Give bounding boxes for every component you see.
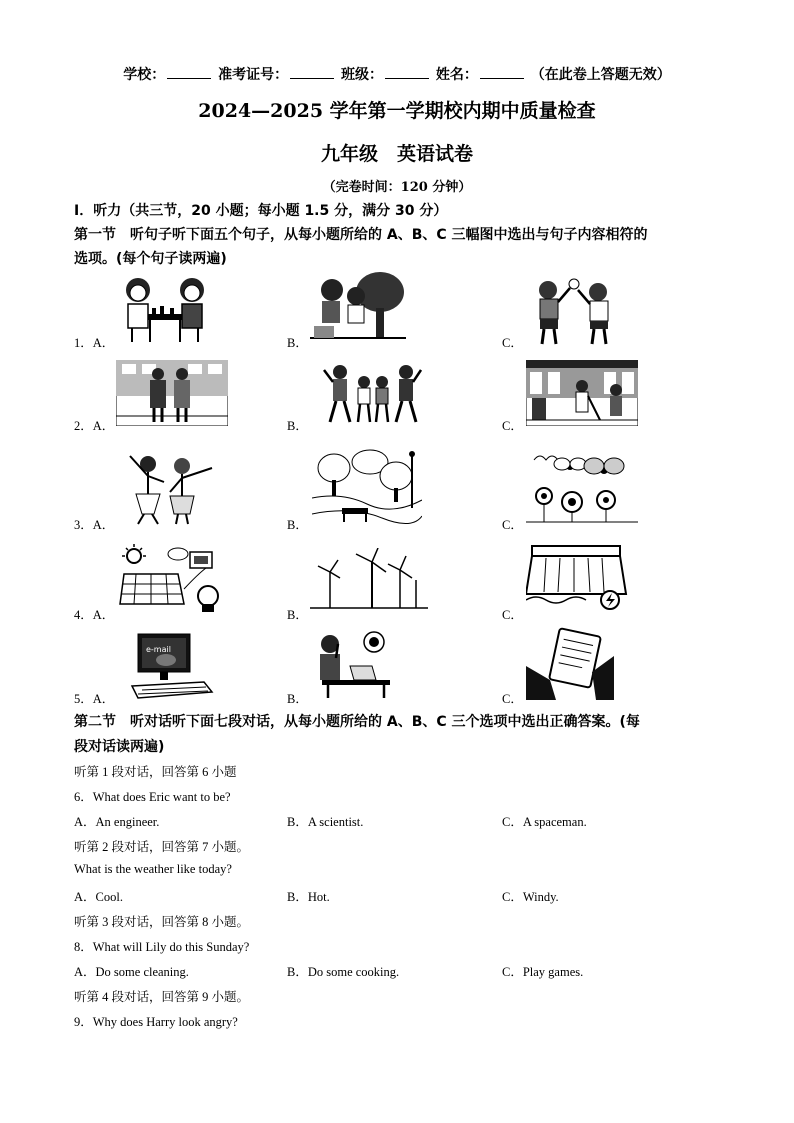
q1-option-c: C．	[502, 336, 523, 350]
name-blank[interactable]	[480, 66, 524, 79]
kids-under-tree-icon[interactable]	[310, 270, 406, 344]
q5-option-b: B．	[287, 692, 308, 706]
q2-option-c: C．	[502, 419, 523, 433]
q6-option-b[interactable]: B．A scientist.	[287, 815, 364, 829]
chess-players-icon[interactable]	[118, 272, 212, 346]
email-computer-icon[interactable]	[118, 630, 218, 700]
dialogue-1-intro: 听第 1 段对话，回答第 6 小题	[74, 765, 237, 779]
q4-option-c: C．	[502, 608, 523, 622]
q2-label: 2．A．	[74, 419, 115, 433]
section1-instruction-line1: 第一节 听句子听下面五个句子，从每小题所给的 A、B、C 三幅图中选出与句子内容相符的	[74, 227, 648, 243]
q8-option-c[interactable]: C．Play games.	[502, 965, 584, 979]
people-talking-street-icon[interactable]	[116, 360, 228, 426]
solar-panel-icon[interactable]	[118, 544, 228, 614]
exam-no-label: 准考证号：	[218, 67, 289, 83]
people-cleaning-street-icon[interactable]	[526, 360, 638, 426]
class-label: 班级：	[341, 67, 383, 83]
exam-subtitle: 九年级 英语试卷	[320, 143, 473, 165]
park-landscape-icon[interactable]	[312, 448, 422, 528]
hydropower-dam-icon[interactable]	[526, 544, 630, 610]
q3-option-b: B．	[287, 518, 308, 532]
q5-option-c: C．	[502, 692, 523, 706]
q2-option-b: B．	[287, 419, 308, 433]
flowers-butterflies-icon[interactable]	[526, 452, 638, 524]
q7-option-c[interactable]: C．Windy.	[502, 890, 559, 904]
dialogue-2-intro: 听第 2 段对话，回答第 7 小题。	[74, 840, 250, 854]
invalid-note: （在此卷上答题无效）	[530, 67, 671, 83]
q7-option-b[interactable]: B．Hot.	[287, 890, 330, 904]
part1-heading: Ⅰ．听力（共三节，20 小题；每小题 1.5 分，满分 30 分）	[74, 203, 448, 219]
class-blank[interactable]	[385, 66, 429, 79]
q8-option-b[interactable]: B．Do some cooking.	[287, 965, 400, 979]
question-8: 8．What will Lily do this Sunday?	[74, 940, 250, 954]
q1-option-b: B．	[287, 336, 308, 350]
q7-option-a[interactable]: A．Cool.	[74, 890, 123, 904]
q3-label: 3．A．	[74, 518, 115, 532]
section2-instruction-line1: 第二节 听对话听下面七段对话，从每小题所给的 A、B、C 三个选项中选出正确答案。(每	[74, 714, 640, 730]
school-label: 学校：	[123, 67, 166, 83]
exam-no-blank[interactable]	[290, 66, 334, 79]
q5-label: 5．A．	[74, 692, 115, 706]
wind-turbines-icon[interactable]	[310, 548, 428, 614]
name-label: 姓名：	[435, 67, 478, 83]
family-exercising-icon[interactable]	[322, 362, 422, 426]
girls-dancing-icon[interactable]	[118, 452, 216, 526]
q1-label: 1．A．	[74, 336, 115, 350]
dialogue-4-intro: 听第 4 段对话，回答第 9 小题。	[74, 990, 250, 1004]
q4-option-b: B．	[287, 608, 308, 622]
q6-option-c[interactable]: C．A spaceman.	[502, 815, 587, 829]
q6-option-a[interactable]: A．An engineer.	[74, 815, 160, 829]
section2-instruction-line2: 段对话读两遍)	[74, 739, 165, 755]
hands-holding-tablet-icon[interactable]	[526, 626, 614, 700]
exam-title: 2024—2025 学年第一学期校内期中质量检查	[198, 100, 596, 122]
question-9: 9．Why does Harry look angry?	[74, 1015, 238, 1029]
section1-instruction-line2: 选项。(每个句子读两遍)	[74, 251, 227, 267]
q8-option-a[interactable]: A．Do some cleaning.	[74, 965, 189, 979]
q3-option-c: C．	[502, 518, 523, 532]
email-screen-label: e-mail	[146, 645, 171, 654]
question-7: What is the weather like today?	[74, 862, 232, 876]
time-note: （完卷时间：120 分钟）	[322, 180, 472, 195]
kids-playing-ball-icon[interactable]	[526, 272, 620, 346]
question-6: 6．What does Eric want to be?	[74, 790, 231, 804]
dialogue-3-intro: 听第 3 段对话，回答第 8 小题。	[74, 915, 250, 929]
student-info-line	[0, 64, 794, 84]
school-blank[interactable]	[167, 66, 211, 79]
q4-label: 4．A．	[74, 608, 115, 622]
woman-phone-laptop-icon[interactable]	[310, 628, 400, 700]
